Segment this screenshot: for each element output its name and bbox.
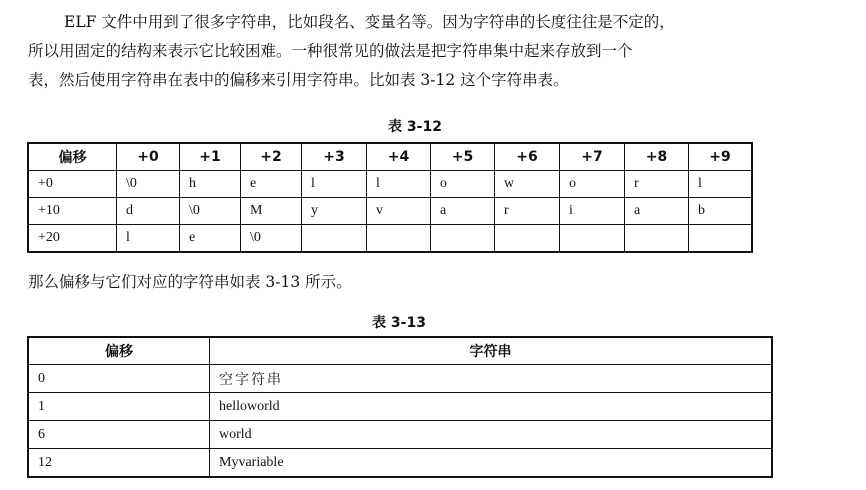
char-cell: a xyxy=(625,198,689,225)
offset-cell: +0 xyxy=(28,171,117,198)
intro-paragraph xyxy=(28,8,848,95)
char-cell: M xyxy=(241,198,302,225)
table-row xyxy=(28,365,772,393)
header-cell: +9 xyxy=(689,143,753,171)
char-cell: w xyxy=(495,171,560,198)
offset-cell: 12 xyxy=(28,449,210,478)
char-cell: v xyxy=(367,198,431,225)
char-cell xyxy=(367,225,431,253)
paragraph-line: 表，然后使用字符串在表中的偏移来引用字符串。比如表 3-12 这个字符串表。 xyxy=(28,71,569,89)
char-cell: \0 xyxy=(241,225,302,253)
char-cell xyxy=(689,225,753,253)
char-cell: l xyxy=(302,171,367,198)
char-cell: i xyxy=(560,198,625,225)
char-cell xyxy=(302,225,367,253)
char-cell: \0 xyxy=(117,171,180,198)
char-cell: e xyxy=(241,171,302,198)
char-cell: a xyxy=(431,198,495,225)
header-cell: 偏移 xyxy=(28,337,210,365)
table-row xyxy=(28,421,772,449)
table-header-row xyxy=(28,337,772,365)
table-row xyxy=(28,198,752,225)
table-caption: 表 3-13 xyxy=(372,315,426,331)
offset-cell: 1 xyxy=(28,393,210,421)
offset-string-table xyxy=(27,336,773,478)
char-cell xyxy=(560,225,625,253)
string-cell: Myvariable xyxy=(210,449,773,478)
header-cell: +0 xyxy=(117,143,180,171)
table-caption: 表 3-12 xyxy=(388,119,442,135)
offset-cell: +20 xyxy=(28,225,117,253)
paragraph-line: 所以用固定的结构来表示它比较困难。一种很常见的做法是把字符串集中起来存放到一个 xyxy=(28,42,633,60)
char-cell: e xyxy=(180,225,241,253)
char-cell: l xyxy=(689,171,753,198)
header-cell: +1 xyxy=(180,143,241,171)
paragraph-line: ELF 文件中用到了很多字符串，比如段名、变量名等。因为字符串的长度往往是不定的， xyxy=(64,13,675,31)
string-cell: helloworld xyxy=(210,393,773,421)
header-cell: +7 xyxy=(560,143,625,171)
header-cell: +8 xyxy=(625,143,689,171)
table-row xyxy=(28,449,772,478)
char-cell: r xyxy=(625,171,689,198)
char-cell: h xyxy=(180,171,241,198)
offset-cell: 6 xyxy=(28,421,210,449)
string-table xyxy=(27,142,753,253)
header-cell: +3 xyxy=(302,143,367,171)
offset-cell: 0 xyxy=(28,365,210,393)
table-row xyxy=(28,393,772,421)
offset-cell: +10 xyxy=(28,198,117,225)
header-cell: +6 xyxy=(495,143,560,171)
char-cell: o xyxy=(431,171,495,198)
char-cell xyxy=(495,225,560,253)
header-cell: 偏移 xyxy=(28,143,117,171)
char-cell: d xyxy=(117,198,180,225)
header-cell: +5 xyxy=(431,143,495,171)
char-cell xyxy=(431,225,495,253)
header-cell: 字符串 xyxy=(210,337,773,365)
string-cell: 空字符串 xyxy=(210,365,773,393)
table-row xyxy=(28,171,752,198)
char-cell: l xyxy=(117,225,180,253)
header-cell: +2 xyxy=(241,143,302,171)
string-cell: world xyxy=(210,421,773,449)
table-row xyxy=(28,225,752,253)
char-cell: y xyxy=(302,198,367,225)
char-cell: b xyxy=(689,198,753,225)
char-cell: \0 xyxy=(180,198,241,225)
header-cell: +4 xyxy=(367,143,431,171)
char-cell: o xyxy=(560,171,625,198)
char-cell: l xyxy=(367,171,431,198)
note-text: 那么偏移与它们对应的字符串如表 3-13 所示。 xyxy=(28,273,352,291)
char-cell: r xyxy=(495,198,560,225)
char-cell xyxy=(625,225,689,253)
table-header-row xyxy=(28,143,752,171)
